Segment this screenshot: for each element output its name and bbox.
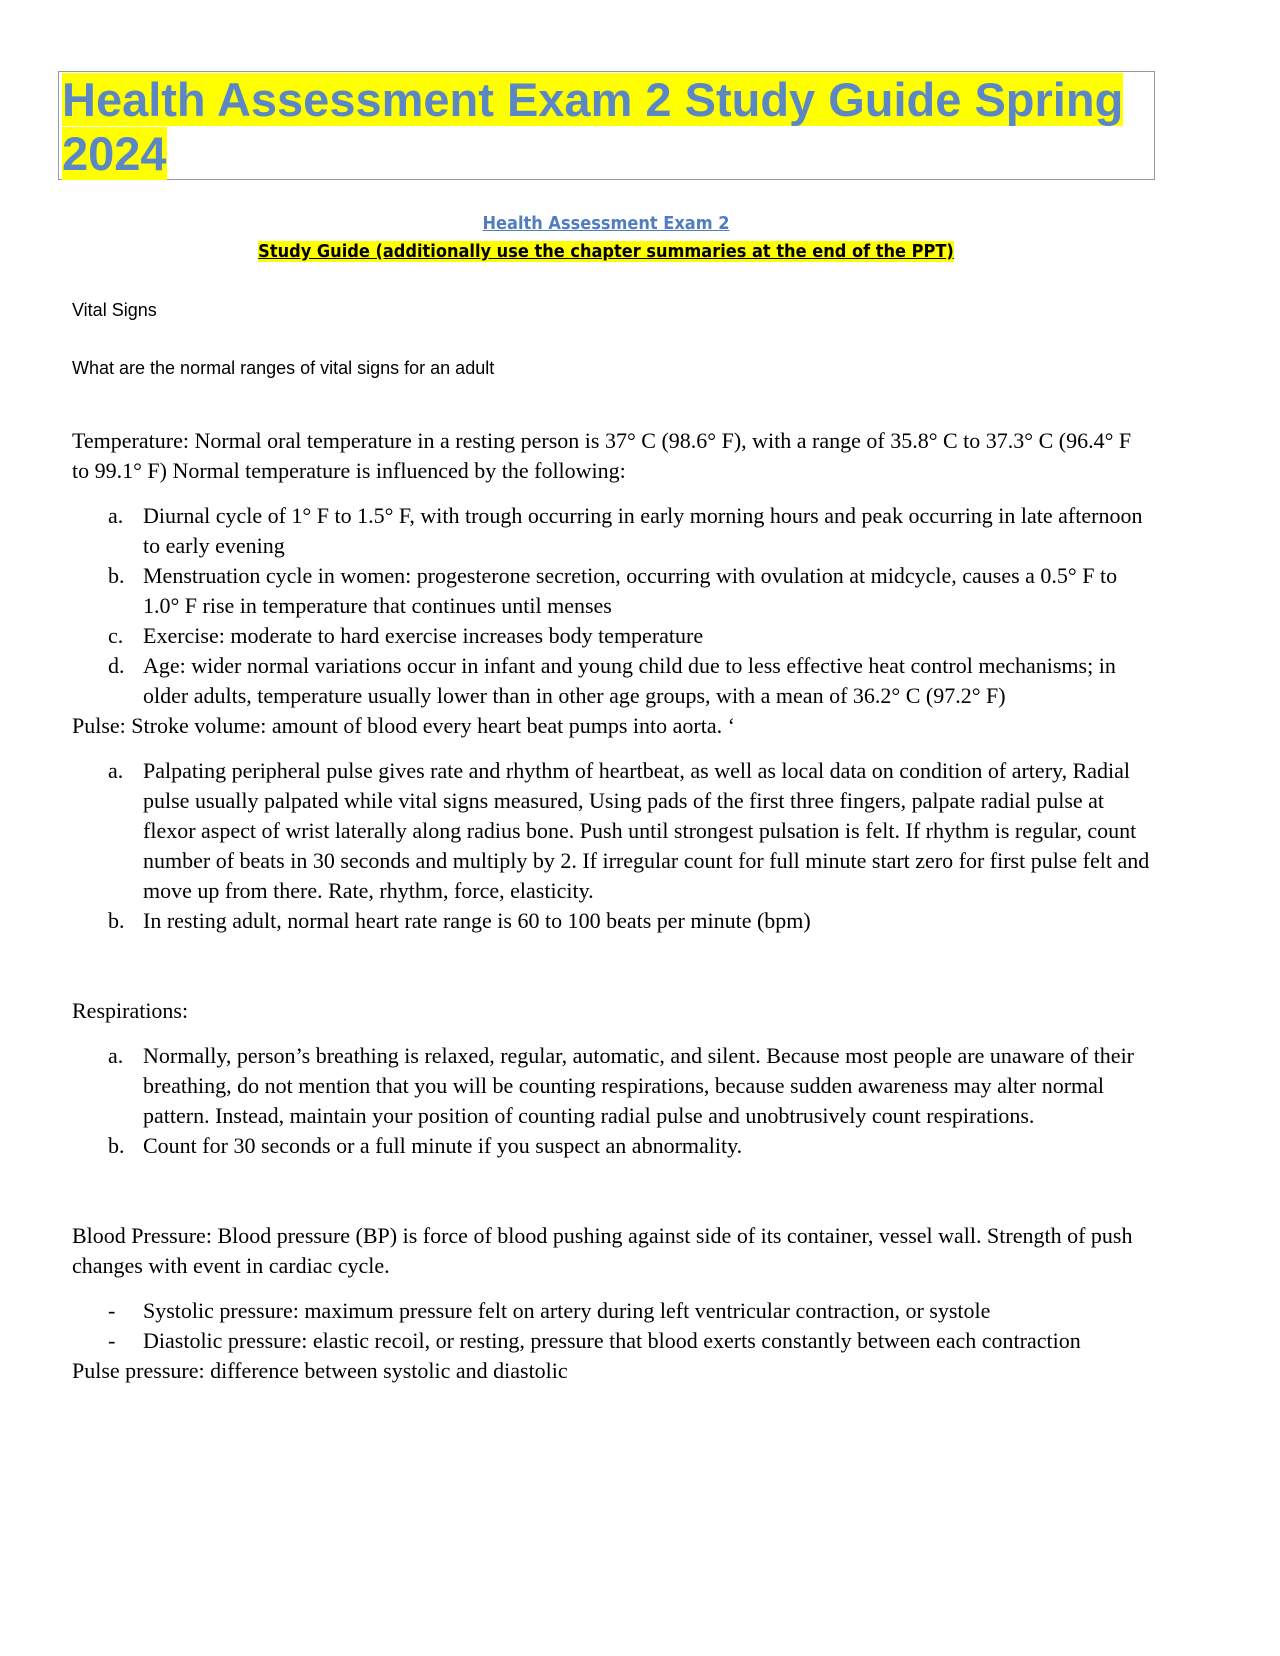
respirations-intro: Respirations: — [72, 998, 189, 1023]
list-item — [72, 1041, 1152, 1131]
list-item-text: Palpating peripheral pulse gives rate and rhythm of heartbeat, as well as local data on condition of artery, Radial pulse usually palpated while vital signs measured, Using pads of the first three fingers, palpate radial pulse at flexor aspect of wrist laterally along radius bone. Push until strongest pulsation is felt. If rhythm is regular, count number of beats in 30 seconds and multiply by 2. If irregular count for full minute start zero for first pulse felt and move up from there. Rate, rhythm, force, elasticity. — [143, 758, 1150, 903]
bp-intro: Blood Pressure: Blood pressure (BP) is force of blood pushing against side of its container, vessel wall. Strength of push changes with event in cardiac cycle. — [72, 1223, 1133, 1278]
list-item-text: Diurnal cycle of 1° F to 1.5° F, with trough occurring in early morning hours and peak occurring in late afternoon to early evening — [143, 503, 1143, 558]
section-heading: Vital Signs — [72, 300, 157, 320]
list-item — [72, 501, 1152, 561]
list-marker: c. — [108, 623, 124, 648]
list-item-text: Normally, person’s breathing is relaxed, regular, automatic, and silent. Because most people are unaware of their breathing, do not mention that you will be counting respirations, because sudden awareness may alter normal pattern. Instead, maintain your position of counting radial pulse and unobtrusively count respirations. — [143, 1043, 1135, 1128]
title-line-2: 2024 — [62, 127, 167, 180]
list-item-text: Age: wider normal variations occur in infant and young child due to less effective heat control mechanisms; in older adults, temperature usually lower than in other age groups, with a mean of 36.2° C (97.2° F) — [143, 653, 1116, 708]
list-item-text: Systolic pressure: maximum pressure felt on artery during left ventricular contraction, or systole — [143, 1298, 991, 1323]
subheading-study-guide — [0, 241, 1212, 262]
list-item — [72, 1326, 1152, 1356]
list-item — [72, 561, 1152, 621]
list-marker: - — [108, 1328, 116, 1353]
list-marker: b. — [108, 908, 125, 933]
list-item-text: In resting adult, normal heart rate range is 60 to 100 beats per minute (bpm) — [143, 908, 811, 933]
list-marker: - — [108, 1298, 116, 1323]
list-item-text: Diastolic pressure: elastic recoil, or resting, pressure that blood exerts constantly between each contraction — [143, 1328, 1081, 1353]
list-item-text: Exercise: moderate to hard exercise increases body temperature — [143, 623, 704, 648]
list-marker: a. — [108, 758, 124, 783]
respirations-list — [72, 1041, 1152, 1161]
list-item — [72, 756, 1152, 906]
list-marker: a. — [108, 1043, 124, 1068]
subheading-study-guide-text: Study Guide (additionally use the chapter summaries at the end of the PPT) — [258, 241, 954, 262]
pulse-pressure: Pulse pressure: difference between systolic and diastolic — [72, 1358, 568, 1383]
pulse-list — [72, 756, 1152, 936]
list-marker: b. — [108, 563, 125, 588]
bp-list — [72, 1296, 1152, 1356]
document-title — [62, 73, 1154, 181]
document-body — [72, 426, 1152, 1386]
subheading: Health Assessment Exam 2 — [482, 213, 730, 234]
document-title-box — [58, 71, 1155, 180]
title-line-1: Health Assessment Exam 2 Study Guide Spring — [62, 73, 1124, 126]
list-item-text: Menstruation cycle in women: progesterone secretion, occurring with ovulation at midcycle, causes a 0.5° F to 1.0° F rise in temperature that continues until menses — [143, 563, 1118, 618]
question: What are the normal ranges of vital signs for an adult — [72, 358, 495, 378]
list-marker: d. — [108, 653, 125, 678]
list-item — [72, 1131, 1152, 1161]
list-marker: a. — [108, 503, 124, 528]
list-item — [72, 906, 1152, 936]
list-item — [72, 651, 1152, 711]
list-marker: b. — [108, 1133, 125, 1158]
temperature-intro: Temperature: Normal oral temperature in a resting person is 37° C (98.6° F), with a range of 35.8° C to 37.3° C (96.4° F to 99.1° F) Normal temperature is influenced by the following: — [72, 428, 1132, 483]
list-item — [72, 621, 1152, 651]
list-item — [72, 1296, 1152, 1326]
temperature-list — [72, 501, 1152, 711]
pulse-intro: Pulse: Stroke volume: amount of blood every heart beat pumps into aorta. ‘ — [72, 713, 735, 738]
list-item-text: Count for 30 seconds or a full minute if you suspect an abnormality. — [143, 1133, 743, 1158]
